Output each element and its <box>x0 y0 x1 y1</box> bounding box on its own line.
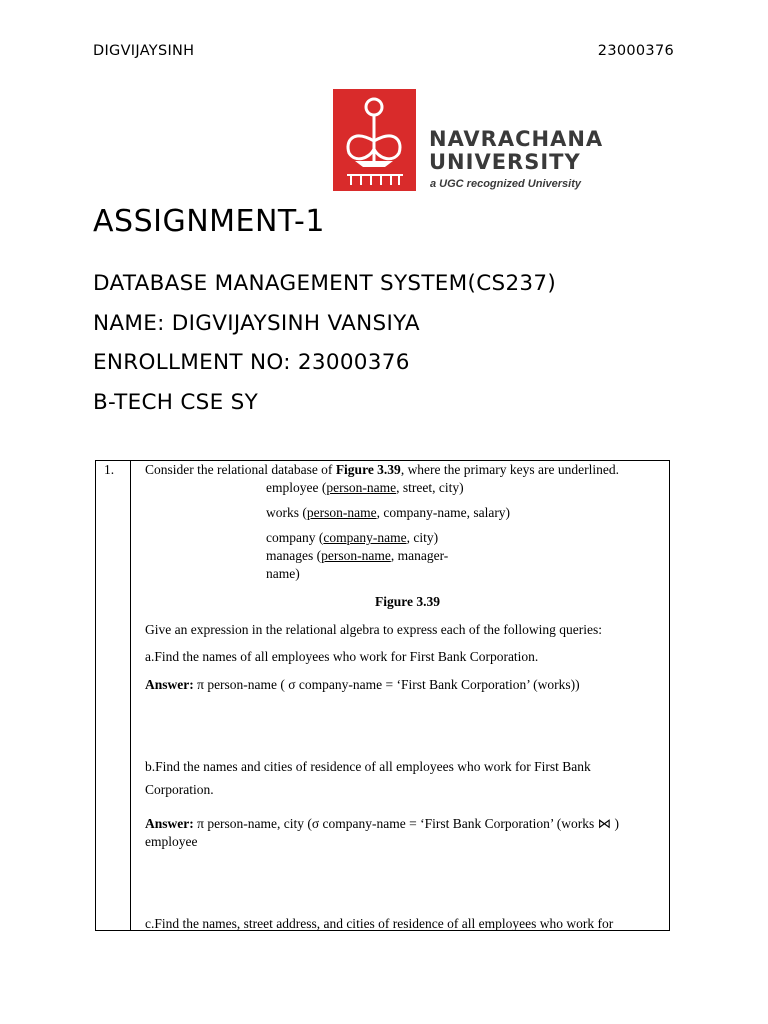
primary-key: person-name <box>306 505 377 520</box>
program-line: B-TECH CSE SY <box>93 390 259 415</box>
figure-caption: Figure 3.39 <box>375 594 440 609</box>
question-number: 1. <box>104 462 115 477</box>
question-prompt: Give an expression in the relational algebra to express each of the following queries: <box>145 622 602 637</box>
query-c: c.Find the names, street address, and cities of residence of all employees who work for <box>145 916 614 931</box>
answer-b: Answer: π person-name, city (σ company-name = ‘First Bank Corporation’ (works ⋈ ) <box>145 816 619 831</box>
assignment-title: ASSIGNMENT-1 <box>93 204 325 239</box>
enrollment-line: ENROLLMENT NO: 23000376 <box>93 350 410 375</box>
query-b-line1: b.Find the names and cities of residence of all employees who work for First Bank <box>145 759 591 774</box>
student-name-line: NAME: DIGVIJAYSINH VANSIYA <box>93 311 420 336</box>
schema-company: company (company-name, city) <box>266 530 439 545</box>
logo-name-line1: NAVRACHANA <box>429 127 604 151</box>
schema-manages: manages (person-name, manager- <box>266 548 449 563</box>
schema-employee: employee (person-name, street, city) <box>266 480 464 495</box>
header-student-name: DIGVIJAYSINH <box>93 43 195 59</box>
schema-works: works (person-name, company-name, salary) <box>266 505 511 520</box>
subject-line: DATABASE MANAGEMENT SYSTEM(CS237) <box>93 271 557 296</box>
table-column-divider <box>130 461 131 930</box>
primary-key: person-name <box>326 480 397 495</box>
header-enrollment: 23000376 <box>597 43 674 59</box>
primary-key: company-name <box>323 530 407 545</box>
primary-key: person-name <box>321 548 391 563</box>
logo-name-line2: UNIVERSITY <box>429 150 581 174</box>
logo-emblem <box>333 89 416 191</box>
university-logo <box>333 89 625 194</box>
query-a: a.Find the names of all employees who work for First Bank Corporation. <box>145 649 539 664</box>
question-table <box>95 460 670 931</box>
query-b-line2: Corporation. <box>145 782 214 797</box>
answer-a: Answer: π person-name ( σ company-name = ‘First Bank Corporation’ (works)) <box>145 677 580 692</box>
schema-manages-cont: name) <box>266 566 300 581</box>
answer-b-cont: employee <box>145 834 198 849</box>
question-intro: Consider the relational database of Figure 3.39, where the primary keys are underlined. <box>145 462 619 477</box>
logo-tagline: a UGC recognized University <box>430 178 581 190</box>
lotus-emblem-icon <box>333 89 416 191</box>
